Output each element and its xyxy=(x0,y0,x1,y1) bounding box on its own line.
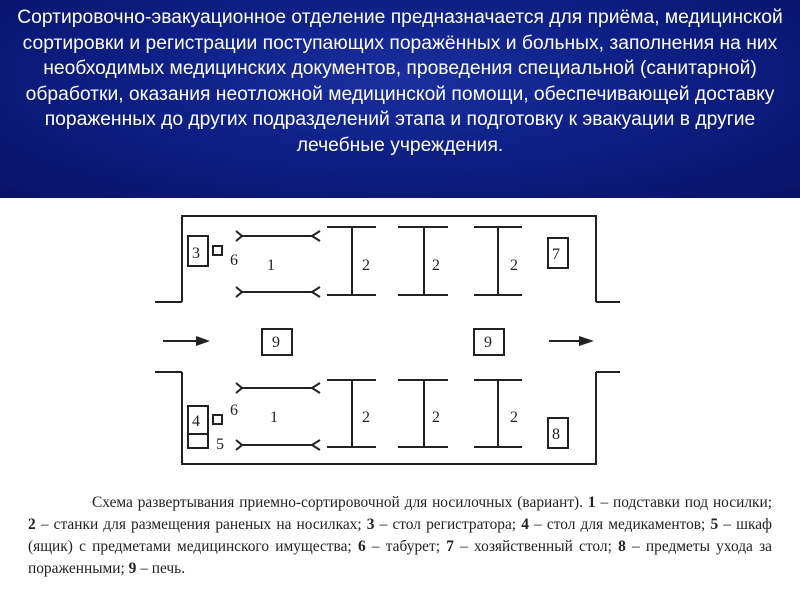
rack-bottom-2 xyxy=(398,380,448,447)
label-4: 4 xyxy=(192,413,200,430)
caption-item-num: 2 xyxy=(28,516,36,533)
label-9-right: 9 xyxy=(484,334,492,351)
caption-item-text: шкаф (ящик) с предметами медицинского имущества; xyxy=(28,516,773,555)
caption-item-num: 6 xyxy=(357,538,366,555)
caption-item-num: 8 xyxy=(618,538,626,555)
diagram-caption: Схема развертывания приемно-сортировочной для носилочных (вариант). 1 – подставки под носилки; 2 – станки для размещения раненых на носилках; 3 – стол регистратора; 4 – стол для медикаментов; 5 – шкаф (ящик) с предметами медицинского имущества; 6 – табурет; 7 – хозяйственный стол; 8 – предметы ухода за пораженными; 9 – печь. xyxy=(28,494,773,577)
caption-item-text: табурет; xyxy=(385,538,440,555)
label-2-bottom-1: 2 xyxy=(362,409,370,426)
caption-item-num: 9 xyxy=(128,560,137,577)
label-6-top: 6 xyxy=(230,252,238,269)
cabinet xyxy=(188,434,208,448)
label-2-top-2: 2 xyxy=(432,257,440,274)
header-banner xyxy=(0,0,800,198)
caption-item-num: 5 xyxy=(710,516,719,533)
label-9-left: 9 xyxy=(272,334,280,351)
label-2-top-3: 2 xyxy=(510,257,518,274)
rack-top-2 xyxy=(398,227,448,295)
caption-item-text: предметы ухода за пораженными; xyxy=(28,538,773,577)
label-5: 5 xyxy=(216,436,224,453)
label-1-top: 1 xyxy=(267,257,275,274)
caption-item-num: 1 xyxy=(587,494,596,511)
header-text: Сортировочно-эвакуационное отделение предназначается для приёма, медицинской сортировки и регистрации поступающих поражённых и больных, заполнения на них необходимых медицинских документов, проведения специальной (санитарной) обработки, оказания неотложной медицинской помощи, обеспечивающей доставку пораженных до других подразделений этапа и подготовку к эвакуации в другие лечебные учреждения. xyxy=(17,7,783,156)
caption-item-num: 3 xyxy=(366,516,375,533)
exit-arrow xyxy=(549,336,594,346)
caption-item-text: подставки под носилки; xyxy=(613,494,773,511)
caption-item-text: хозяйственный стол; xyxy=(474,538,612,555)
caption-intro: Схема развертывания приемно-сортировочной для носилочных (вариант). xyxy=(92,494,584,511)
floor-plan-svg xyxy=(0,198,800,488)
stretcher-stand-bottom xyxy=(236,383,320,450)
caption-item-text: станки для размещения раненых на носилках; xyxy=(53,516,362,533)
label-3: 3 xyxy=(192,245,200,262)
label-6-bottom: 6 xyxy=(230,402,238,419)
stool-bottom xyxy=(213,415,222,424)
wall-top xyxy=(155,216,620,302)
floor-plan-diagram xyxy=(0,198,800,488)
label-2-bottom-3: 2 xyxy=(510,409,518,426)
label-2-bottom-2: 2 xyxy=(432,409,440,426)
caption-item-text: печь. xyxy=(151,560,186,577)
caption-item-text: стол регистратора; xyxy=(392,516,517,533)
caption-item-num: 4 xyxy=(521,516,529,533)
caption-item-num: 7 xyxy=(446,538,454,555)
label-2-top-1: 2 xyxy=(362,257,370,274)
stool-top xyxy=(213,246,222,255)
label-8: 8 xyxy=(552,426,560,443)
label-7: 7 xyxy=(552,246,560,263)
stretcher-stand-top xyxy=(236,231,320,297)
entry-arrow xyxy=(163,336,210,346)
label-1-bottom: 1 xyxy=(270,409,278,426)
caption-item-text: стол для медикаментов; xyxy=(546,516,706,533)
